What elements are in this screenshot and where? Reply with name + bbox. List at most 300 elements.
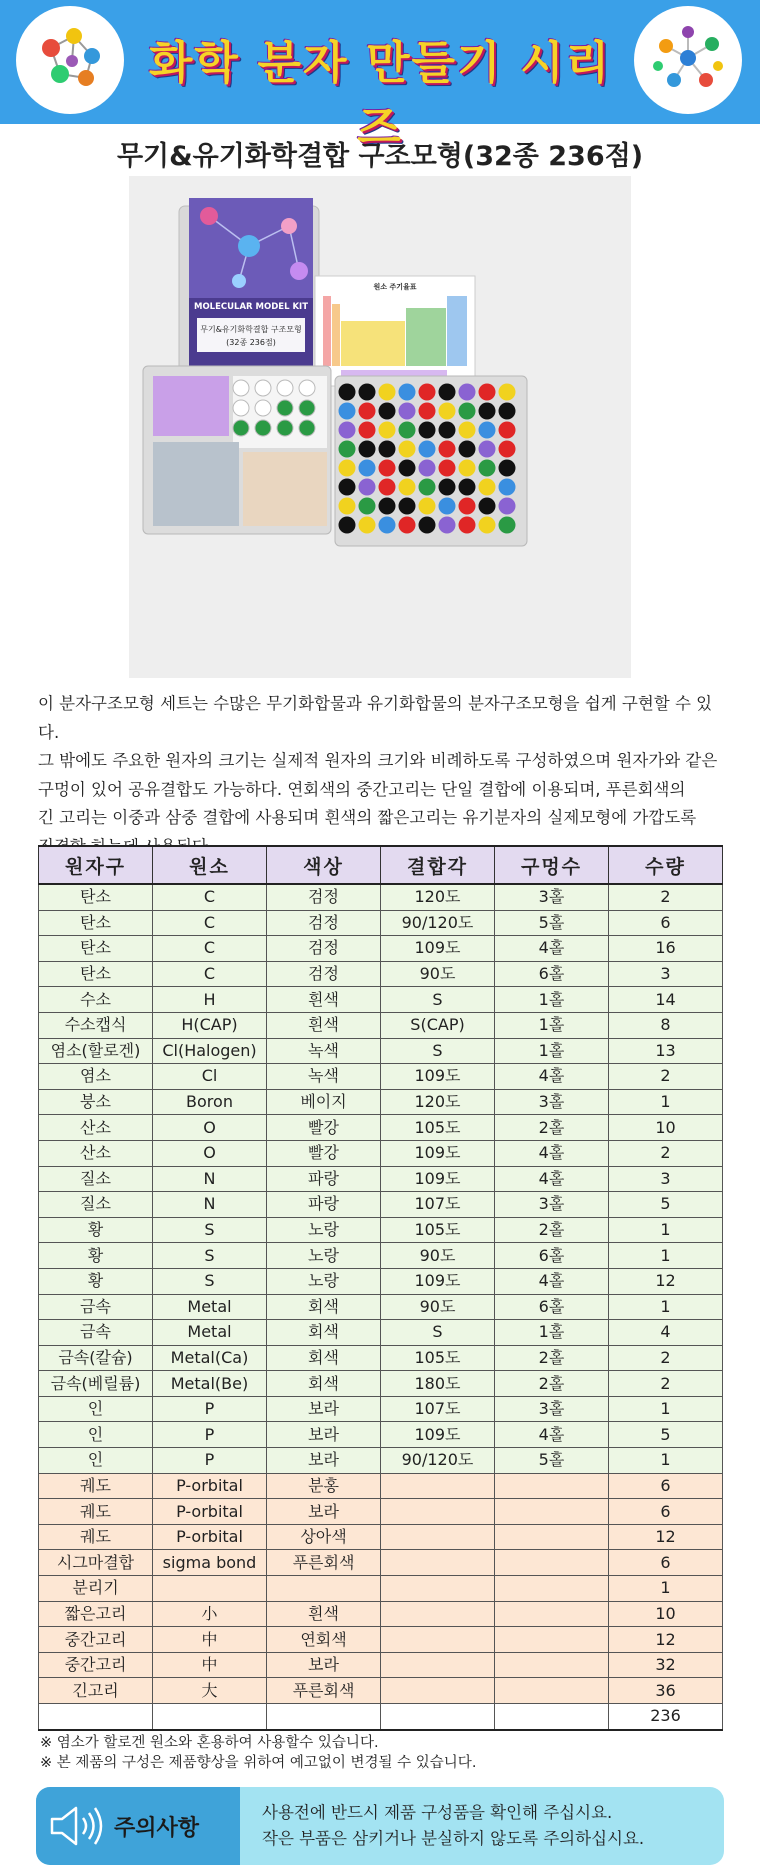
- table-row: [39, 961, 723, 987]
- atom-ball: [339, 517, 356, 534]
- atom-ball: [419, 460, 436, 477]
- table-cell: 6홀: [495, 1294, 609, 1320]
- atom-ball: [379, 384, 396, 401]
- table-cell: 2: [609, 1140, 723, 1166]
- table-cell: 금속: [39, 1294, 153, 1320]
- table-row: [39, 936, 723, 962]
- table-cell: [381, 1499, 495, 1525]
- table-cell: 107도: [381, 1192, 495, 1218]
- atom-ball: [277, 400, 293, 416]
- table-cell: 中: [153, 1627, 267, 1653]
- atom-ball: [419, 422, 436, 439]
- table-cell: [381, 1601, 495, 1627]
- table-cell: 14: [609, 987, 723, 1013]
- description-line: 긴 고리는 이중과 삼중 결합에 사용되며 흰색의 짧은고리는 유기분자의 실제모형에 가깝도록: [38, 808, 697, 828]
- atom-ball: [419, 403, 436, 420]
- table-cell: 노랑: [267, 1217, 381, 1243]
- table-row: [39, 1678, 723, 1704]
- table-cell: O: [153, 1140, 267, 1166]
- table-cell: 2: [609, 1345, 723, 1371]
- atom-ball: [399, 384, 416, 401]
- table-cell: 푸른회색: [267, 1678, 381, 1704]
- table-row: [39, 1064, 723, 1090]
- table-cell: [381, 1473, 495, 1499]
- atom-ball: [379, 460, 396, 477]
- table-row: [39, 1652, 723, 1678]
- box-label-count: (32종 236점): [226, 338, 276, 347]
- table-cell: 황: [39, 1268, 153, 1294]
- components-table-wrap: [38, 845, 722, 1731]
- table-cell: Metal(Ca): [153, 1345, 267, 1371]
- table-cell: 1: [609, 1396, 723, 1422]
- atom-ball: [439, 517, 456, 534]
- table-cell: 보라: [267, 1448, 381, 1474]
- atom-ball: [339, 441, 356, 458]
- atom-ball: [359, 479, 376, 496]
- table-cell: 3홀: [495, 1089, 609, 1115]
- atom-ball: [439, 422, 456, 439]
- table-cell: 4홀: [495, 936, 609, 962]
- atom-ball: [479, 403, 496, 420]
- column-header: 결합각: [381, 846, 495, 884]
- table-cell: 5홀: [495, 1448, 609, 1474]
- table-cell: N: [153, 1192, 267, 1218]
- table-cell: 궤도: [39, 1499, 153, 1525]
- atom-ball: [379, 422, 396, 439]
- table-cell: [495, 1473, 609, 1499]
- atom-ball: [499, 479, 516, 496]
- atom-ball: [399, 517, 416, 534]
- table-cell: [495, 1652, 609, 1678]
- table-cell: 금속(칼슘): [39, 1345, 153, 1371]
- atom-ball: [419, 498, 436, 515]
- atom-ball: [439, 403, 456, 420]
- molecule-icon: [634, 6, 742, 114]
- table-cell: 90도: [381, 961, 495, 987]
- table-cell: 2홀: [495, 1115, 609, 1141]
- atom-ball: [439, 441, 456, 458]
- atom-ball: [419, 441, 436, 458]
- table-cell: 3홀: [495, 884, 609, 910]
- atom-ball: [299, 420, 315, 436]
- table-cell: 회색: [267, 1371, 381, 1397]
- description-line: 이 분자구조모형 세트는 수많은 무기화합물과 유기화합물의 분자구조모형을 쉽게 구현할 수 있다.: [38, 694, 713, 742]
- table-row: [39, 1396, 723, 1422]
- atom-ball: [419, 384, 436, 401]
- table-row: [39, 884, 723, 910]
- atom-ball: [499, 384, 516, 401]
- table-cell: 빨강: [267, 1115, 381, 1141]
- table-cell: 12: [609, 1524, 723, 1550]
- column-header: 수량: [609, 846, 723, 884]
- table-cell: 中: [153, 1652, 267, 1678]
- table-cell: 5홀: [495, 910, 609, 936]
- atom-ball: [299, 380, 315, 396]
- table-cell: 분홍: [267, 1473, 381, 1499]
- table-cell: 32: [609, 1652, 723, 1678]
- table-cell: C: [153, 936, 267, 962]
- atom-ball: [339, 422, 356, 439]
- components-table: [38, 845, 723, 1731]
- atom-ball: [359, 403, 376, 420]
- table-cell: 파랑: [267, 1166, 381, 1192]
- table-cell: S: [381, 987, 495, 1013]
- atom-ball: [499, 441, 516, 458]
- table-row: [39, 1601, 723, 1627]
- table-cell: 90/120도: [381, 1448, 495, 1474]
- table-cell: 황: [39, 1217, 153, 1243]
- table-cell: 105도: [381, 1115, 495, 1141]
- table-cell: 5: [609, 1422, 723, 1448]
- table-cell: 흰색: [267, 1012, 381, 1038]
- atom-ball: [399, 498, 416, 515]
- table-cell: 4홀: [495, 1064, 609, 1090]
- table-cell: 탄소: [39, 910, 153, 936]
- table-row: [39, 1217, 723, 1243]
- table-cell: 염소(할로겐): [39, 1038, 153, 1064]
- atom-ball: [479, 441, 496, 458]
- table-row: [39, 1320, 723, 1346]
- table-cell: 탄소: [39, 961, 153, 987]
- table-row: [39, 1115, 723, 1141]
- table-cell: 수소캡식: [39, 1012, 153, 1038]
- atom-ball: [439, 498, 456, 515]
- table-cell: 수소: [39, 987, 153, 1013]
- table-cell: 염소: [39, 1064, 153, 1090]
- table-cell: 6홀: [495, 1243, 609, 1269]
- table-cell: S: [153, 1217, 267, 1243]
- caution-title: 주의사항: [114, 1816, 200, 1841]
- table-cell: 중간고리: [39, 1652, 153, 1678]
- table-cell: [267, 1576, 381, 1602]
- table-cell: 보라: [267, 1499, 381, 1525]
- table-cell: 흰색: [267, 987, 381, 1013]
- table-cell: 파랑: [267, 1192, 381, 1218]
- atom-ball: [277, 420, 293, 436]
- table-cell: 107도: [381, 1396, 495, 1422]
- caution-text: [262, 1800, 644, 1852]
- table-row: [39, 1140, 723, 1166]
- table-cell: 노랑: [267, 1268, 381, 1294]
- table-cell: 3홀: [495, 1396, 609, 1422]
- atom-ball: [479, 460, 496, 477]
- column-header: 원소: [153, 846, 267, 884]
- caution-line: 작은 부품은 삼키거나 분실하지 않도록 주의하십시요.: [262, 1829, 645, 1848]
- atom-ball: [459, 460, 476, 477]
- table-cell: 산소: [39, 1115, 153, 1141]
- atom-ball: [379, 517, 396, 534]
- table-cell: 大: [153, 1678, 267, 1704]
- table-cell: 2홀: [495, 1217, 609, 1243]
- table-row: [39, 1524, 723, 1550]
- table-cell: 4홀: [495, 1422, 609, 1448]
- table-cell: 10: [609, 1115, 723, 1141]
- table-cell: [495, 1576, 609, 1602]
- product-description: [38, 690, 728, 862]
- table-cell: 6: [609, 1473, 723, 1499]
- atom-ball: [399, 460, 416, 477]
- table-cell: 인: [39, 1396, 153, 1422]
- table-cell: 3: [609, 1166, 723, 1192]
- table-cell: 3: [609, 961, 723, 987]
- table-cell: 보라: [267, 1652, 381, 1678]
- table-row: [39, 1192, 723, 1218]
- atom-ball: [233, 420, 249, 436]
- table-cell: 1: [609, 1089, 723, 1115]
- note-line: ※ 본 제품의 구성은 제품향상을 위하여 예고없이 변경될 수 있습니다.: [40, 1755, 477, 1771]
- table-row: [39, 1627, 723, 1653]
- description-line: 구멍이 있어 공유결합도 가능하다. 연회색의 중간고리는 단일 결합에 이용되며, 푸른회색의: [38, 779, 686, 799]
- table-header-row: [39, 846, 723, 884]
- table-cell: 인: [39, 1448, 153, 1474]
- table-cell: 109도: [381, 1422, 495, 1448]
- table-cell: 4홀: [495, 1140, 609, 1166]
- table-cell: 6홀: [495, 961, 609, 987]
- table-row: [39, 1294, 723, 1320]
- table-row: [39, 987, 723, 1013]
- table-cell: 2홀: [495, 1371, 609, 1397]
- table-cell: Cl: [153, 1064, 267, 1090]
- table-row: [39, 1371, 723, 1397]
- table-cell: 109도: [381, 1140, 495, 1166]
- atom-ball: [299, 400, 315, 416]
- atom-ball: [399, 403, 416, 420]
- table-cell: [381, 1524, 495, 1550]
- atom-ball: [499, 403, 516, 420]
- table-cell: 180도: [381, 1371, 495, 1397]
- table-row: [39, 1576, 723, 1602]
- atom-ball: [459, 498, 476, 515]
- atom-ball: [339, 498, 356, 515]
- table-cell: [495, 1499, 609, 1525]
- table-cell: P: [153, 1422, 267, 1448]
- table-cell: 베이지: [267, 1089, 381, 1115]
- atom-ball: [479, 422, 496, 439]
- table-cell: C: [153, 961, 267, 987]
- table-cell: 보라: [267, 1422, 381, 1448]
- atom-ball: [339, 479, 356, 496]
- atom-ball: [439, 479, 456, 496]
- caution-box: [36, 1787, 724, 1865]
- atom-ball: [255, 420, 271, 436]
- table-cell: 노랑: [267, 1243, 381, 1269]
- table-cell: [153, 1704, 267, 1730]
- table-cell: 흰색: [267, 1601, 381, 1627]
- atom-ball: [459, 403, 476, 420]
- caution-header: [36, 1787, 240, 1865]
- atom-ball: [399, 479, 416, 496]
- table-cell: Metal: [153, 1320, 267, 1346]
- table-row: [39, 1038, 723, 1064]
- table-cell: 8: [609, 1012, 723, 1038]
- atom-ball: [379, 498, 396, 515]
- atom-ball: [339, 460, 356, 477]
- table-cell: 1: [609, 1576, 723, 1602]
- table-cell: 붕소: [39, 1089, 153, 1115]
- table-cell: [495, 1524, 609, 1550]
- table-cell: [39, 1704, 153, 1730]
- table-cell: 90도: [381, 1294, 495, 1320]
- table-cell: 질소: [39, 1192, 153, 1218]
- table-cell: 연회색: [267, 1627, 381, 1653]
- table-cell: 13: [609, 1038, 723, 1064]
- table-cell: P-orbital: [153, 1524, 267, 1550]
- table-cell: P: [153, 1396, 267, 1422]
- molecule-logo-left: [16, 6, 124, 114]
- table-cell: 4홀: [495, 1268, 609, 1294]
- table-row: [39, 1473, 723, 1499]
- table-cell: 시그마결합: [39, 1550, 153, 1576]
- column-header: 구멍수: [495, 846, 609, 884]
- note-line: ※ 염소가 할로겐 원소와 혼용하여 사용할수 있습니다.: [40, 1735, 379, 1751]
- table-cell: 1: [609, 1243, 723, 1269]
- table-cell: 2: [609, 1371, 723, 1397]
- table-cell: 회색: [267, 1345, 381, 1371]
- table-cell: 90도: [381, 1243, 495, 1269]
- atom-ball: [379, 479, 396, 496]
- table-cell: 궤도: [39, 1524, 153, 1550]
- atom-ball: [459, 441, 476, 458]
- table-cell: 검정: [267, 961, 381, 987]
- table-cell: 小: [153, 1601, 267, 1627]
- table-cell: [153, 1576, 267, 1602]
- table-cell: 질소: [39, 1166, 153, 1192]
- atom-ball: [359, 441, 376, 458]
- box-label-en: MOLECULAR MODEL KIT: [193, 302, 309, 312]
- table-cell: Metal: [153, 1294, 267, 1320]
- table-cell: [495, 1678, 609, 1704]
- table-cell: [381, 1627, 495, 1653]
- table-cell: 4홀: [495, 1166, 609, 1192]
- table-cell: [381, 1652, 495, 1678]
- table-cell: 회색: [267, 1294, 381, 1320]
- table-cell: [267, 1704, 381, 1730]
- table-row: [39, 1704, 723, 1730]
- table-cell: 긴고리: [39, 1678, 153, 1704]
- product-illustration: [129, 176, 631, 678]
- caution-line: 사용전에 반드시 제품 구성품을 확인해 주십시요.: [262, 1803, 613, 1822]
- table-cell: 236: [609, 1704, 723, 1730]
- table-cell: 12: [609, 1627, 723, 1653]
- header-banner: [0, 0, 760, 154]
- table-cell: 109도: [381, 1166, 495, 1192]
- table-cell: 6: [609, 910, 723, 936]
- table-cell: 109도: [381, 936, 495, 962]
- atom-ball: [459, 422, 476, 439]
- table-cell: 6: [609, 1499, 723, 1525]
- atom-ball: [459, 517, 476, 534]
- atom-ball: [439, 384, 456, 401]
- atom-ball: [339, 403, 356, 420]
- periodic-card-title: 원소 주기율표: [373, 283, 417, 291]
- table-row: [39, 1448, 723, 1474]
- table-cell: 푸른회색: [267, 1550, 381, 1576]
- atom-ball: [479, 517, 496, 534]
- table-row: [39, 1550, 723, 1576]
- table-cell: 1: [609, 1217, 723, 1243]
- atom-ball: [499, 460, 516, 477]
- table-cell: 109도: [381, 1268, 495, 1294]
- table-cell: 회색: [267, 1320, 381, 1346]
- atom-ball: [499, 498, 516, 515]
- atom-ball: [359, 460, 376, 477]
- table-cell: 1: [609, 1448, 723, 1474]
- table-cell: 4: [609, 1320, 723, 1346]
- table-cell: 90/120도: [381, 910, 495, 936]
- atom-ball: [399, 422, 416, 439]
- table-cell: 산소: [39, 1140, 153, 1166]
- table-cell: 36: [609, 1678, 723, 1704]
- table-cell: S: [381, 1320, 495, 1346]
- page-title: 무기&유기화학결합 구조모형(32종 236점): [116, 141, 644, 172]
- table-cell: 1: [609, 1294, 723, 1320]
- table-cell: S: [153, 1268, 267, 1294]
- atom-ball: [419, 517, 436, 534]
- table-cell: 2: [609, 884, 723, 910]
- table-cell: 검정: [267, 884, 381, 910]
- atom-ball: [499, 517, 516, 534]
- atom-ball: [459, 479, 476, 496]
- table-cell: Metal(Be): [153, 1371, 267, 1397]
- table-cell: 5: [609, 1192, 723, 1218]
- table-cell: 궤도: [39, 1473, 153, 1499]
- table-cell: 16: [609, 936, 723, 962]
- atom-ball: [479, 479, 496, 496]
- table-cell: 12: [609, 1268, 723, 1294]
- table-cell: 검정: [267, 936, 381, 962]
- table-cell: [495, 1601, 609, 1627]
- table-cell: 녹색: [267, 1064, 381, 1090]
- table-cell: 105도: [381, 1345, 495, 1371]
- table-cell: 109도: [381, 1064, 495, 1090]
- table-cell: 분리기: [39, 1576, 153, 1602]
- table-row: [39, 1166, 723, 1192]
- table-cell: 3홀: [495, 1192, 609, 1218]
- atom-ball: [379, 441, 396, 458]
- atom-ball: [479, 498, 496, 515]
- table-cell: sigma bond: [153, 1550, 267, 1576]
- table-row: [39, 1012, 723, 1038]
- table-cell: 탄소: [39, 884, 153, 910]
- table-cell: Cl(Halogen): [153, 1038, 267, 1064]
- table-cell: N: [153, 1166, 267, 1192]
- table-cell: 105도: [381, 1217, 495, 1243]
- table-cell: 인: [39, 1422, 153, 1448]
- table-cell: P: [153, 1448, 267, 1474]
- banner-title: 화학 분자 만들기 시리즈: [148, 36, 612, 154]
- atom-ball: [359, 422, 376, 439]
- table-cell: C: [153, 910, 267, 936]
- table-cell: H(CAP): [153, 1012, 267, 1038]
- table-cell: 2홀: [495, 1345, 609, 1371]
- table-body: [39, 884, 723, 1730]
- product-photo: [129, 176, 631, 678]
- atom-ball: [233, 400, 249, 416]
- table-cell: 빨강: [267, 1140, 381, 1166]
- atom-ball: [233, 380, 249, 396]
- table-cell: 10: [609, 1601, 723, 1627]
- table-cell: 1홀: [495, 987, 609, 1013]
- table-cell: S(CAP): [381, 1012, 495, 1038]
- atom-ball: [379, 403, 396, 420]
- table-cell: 황: [39, 1243, 153, 1269]
- table-cell: S: [381, 1038, 495, 1064]
- atom-ball: [479, 384, 496, 401]
- notes: [40, 1733, 730, 1773]
- atom-ball: [419, 479, 436, 496]
- table-cell: [381, 1704, 495, 1730]
- column-header: 색상: [267, 846, 381, 884]
